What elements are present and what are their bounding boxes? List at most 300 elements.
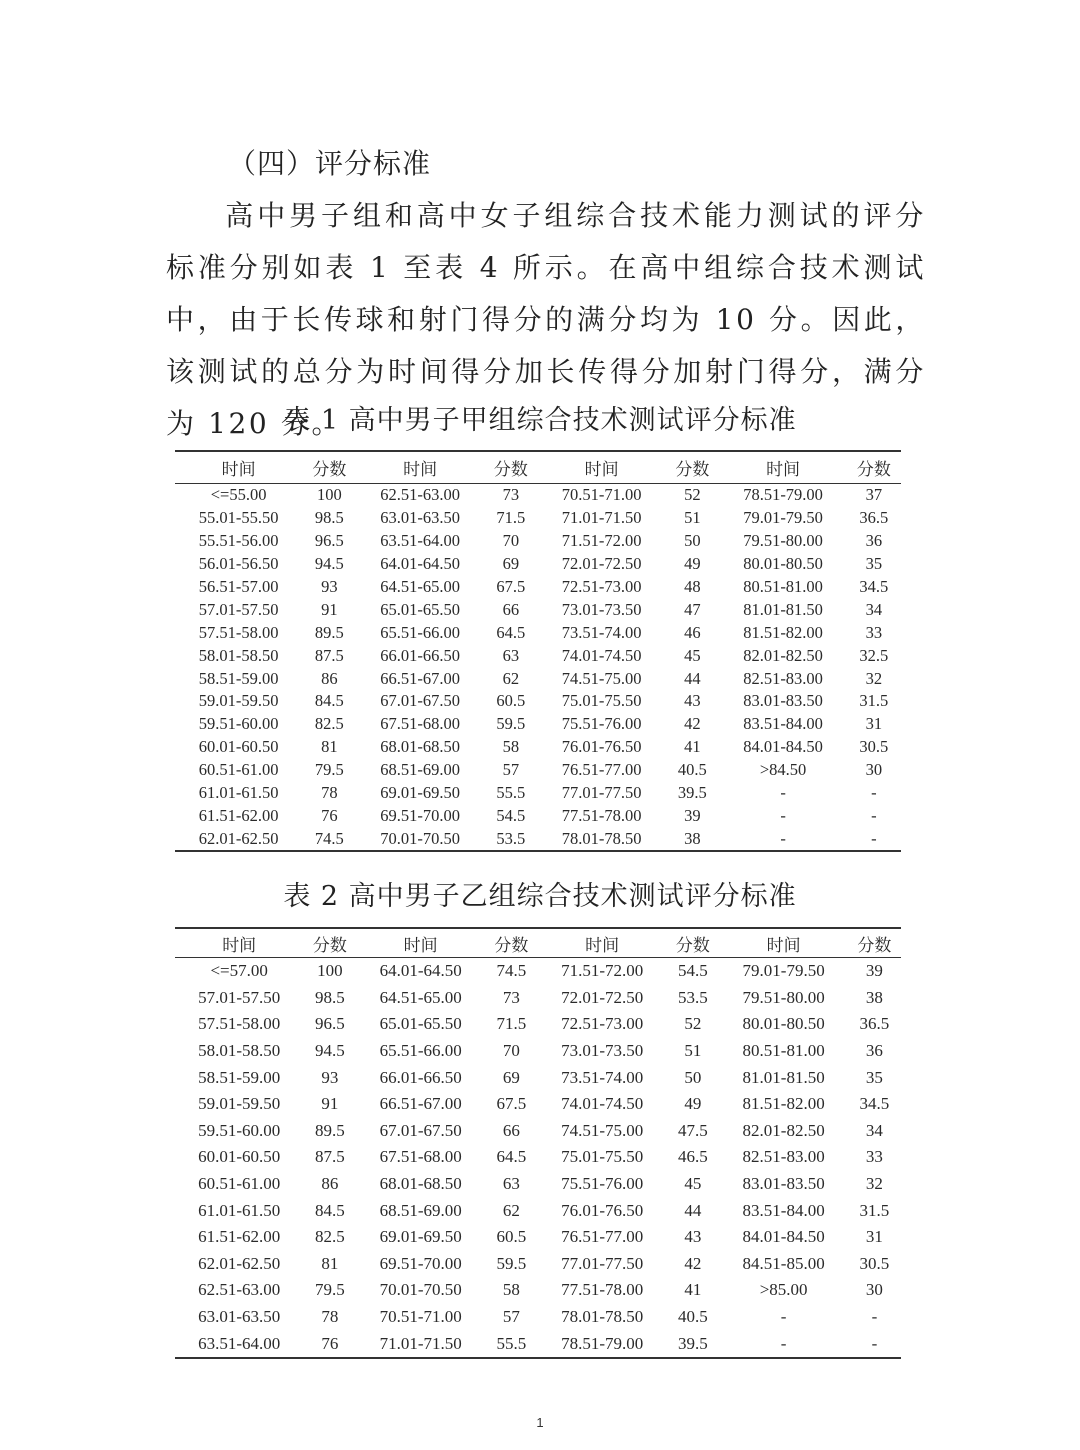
score-cell: 46 bbox=[684, 622, 701, 642]
score-cell: 100 bbox=[316, 485, 342, 505]
table-1 bbox=[175, 450, 901, 852]
score-cell: 44 bbox=[684, 668, 701, 688]
column-header: 时间 bbox=[719, 451, 846, 484]
time-cell: 65.51-66.00 bbox=[380, 622, 460, 642]
time-cell: 73.01-73.50 bbox=[561, 599, 642, 619]
table-1-caption: 表 1 高中男子甲组综合技术测试评分标准 bbox=[283, 405, 797, 436]
time-cell: 60.51-61.00 bbox=[198, 760, 279, 780]
score-cell: 55.5 bbox=[485, 1330, 538, 1358]
score-cell: 42 bbox=[684, 714, 701, 734]
time-cell: 77.51-78.00 bbox=[561, 1280, 644, 1300]
table-row bbox=[175, 1091, 901, 1118]
time-cell: 58.51-59.00 bbox=[198, 668, 279, 688]
time-cell: 82.51-83.00 bbox=[742, 1147, 825, 1167]
table-row bbox=[175, 1144, 901, 1171]
time-cell: 76.51-77.00 bbox=[561, 1227, 644, 1247]
time-cell: 78.51-79.00 bbox=[743, 485, 823, 505]
time-cell: 76.01-76.50 bbox=[561, 737, 642, 757]
score-cell: 89.5 bbox=[314, 622, 344, 642]
time-cell: 71.01-71.50 bbox=[561, 508, 642, 528]
score-cell: 81 bbox=[321, 737, 338, 757]
score-cell: 36 bbox=[865, 1041, 883, 1061]
time-cell: 55.01-55.50 bbox=[198, 508, 279, 528]
score-cell: 71.5 bbox=[496, 508, 526, 528]
time-cell: 69.01-69.50 bbox=[379, 1227, 462, 1247]
time-cell: 71.51-72.00 bbox=[561, 531, 642, 551]
time-cell: 62.51-63.00 bbox=[198, 1280, 281, 1300]
score-cell: 30 bbox=[865, 1280, 883, 1300]
column-header: 分数 bbox=[665, 451, 719, 484]
score-cell: 30 bbox=[865, 760, 883, 780]
score-cell: 42 bbox=[684, 1253, 702, 1273]
score-cell: 96.5 bbox=[314, 531, 344, 551]
time-cell: 74.01-74.50 bbox=[561, 1094, 644, 1114]
table-row bbox=[175, 1064, 901, 1091]
score-cell: 41 bbox=[684, 1280, 702, 1300]
score-cell: 84.5 bbox=[315, 1200, 345, 1220]
time-cell: 59.51-60.00 bbox=[198, 714, 279, 734]
table-row bbox=[175, 553, 901, 576]
time-cell: 77.51-78.00 bbox=[561, 805, 642, 825]
time-cell: 72.01-72.50 bbox=[561, 987, 644, 1007]
score-cell: 53.5 bbox=[484, 827, 538, 851]
score-cell: 79.5 bbox=[314, 760, 344, 780]
score-cell: 40.5 bbox=[677, 760, 707, 780]
table-row bbox=[175, 644, 901, 667]
score-cell: 55.5 bbox=[496, 783, 526, 803]
time-cell: 61.01-61.50 bbox=[198, 1200, 281, 1220]
score-cell: - bbox=[871, 783, 877, 803]
table-body bbox=[175, 484, 901, 852]
time-cell: 65.01-65.50 bbox=[380, 599, 460, 619]
column-header: 时间 bbox=[719, 928, 847, 958]
column-header: 分数 bbox=[485, 928, 538, 958]
score-cell: 36 bbox=[865, 531, 883, 551]
score-cell: 63 bbox=[502, 1174, 520, 1194]
time-cell: - bbox=[719, 1330, 847, 1358]
score-cell: 39 bbox=[684, 805, 701, 825]
score-cell: 39.5 bbox=[677, 783, 707, 803]
time-cell: 65.01-65.50 bbox=[379, 1014, 462, 1034]
time-cell: 73.51-74.00 bbox=[561, 622, 642, 642]
score-cell: 40.5 bbox=[678, 1307, 708, 1327]
time-cell: 71.51-72.00 bbox=[561, 961, 644, 981]
score-cell: 57 bbox=[502, 1307, 520, 1327]
time-cell: 64.51-65.00 bbox=[379, 987, 462, 1007]
time-cell: 81.51-82.00 bbox=[742, 1094, 825, 1114]
time-cell: <=57.00 bbox=[210, 961, 268, 981]
time-cell: 67.01-67.50 bbox=[380, 691, 460, 711]
table-row bbox=[175, 804, 901, 827]
score-cell: 33 bbox=[865, 1147, 883, 1167]
time-cell: 57.51-58.00 bbox=[198, 1014, 281, 1034]
score-cell: 51 bbox=[684, 1041, 702, 1061]
score-cell: 47.5 bbox=[678, 1120, 708, 1140]
table-row bbox=[175, 759, 901, 782]
score-cell: 32 bbox=[865, 668, 883, 688]
score-cell: - bbox=[871, 805, 877, 825]
time-cell: 84.51-85.00 bbox=[742, 1253, 825, 1273]
time-cell: 69.51-70.00 bbox=[380, 805, 460, 825]
time-cell: 62.01-62.50 bbox=[198, 1253, 281, 1273]
score-cell: 81 bbox=[321, 1253, 339, 1273]
time-cell: 67.51-68.00 bbox=[380, 714, 460, 734]
score-cell: 96.5 bbox=[315, 1014, 345, 1034]
time-cell: 75.51-76.00 bbox=[561, 1174, 644, 1194]
time-cell: 63.51-64.00 bbox=[175, 1330, 303, 1358]
column-header: 分数 bbox=[848, 928, 901, 958]
score-cell: 79.5 bbox=[315, 1280, 345, 1300]
score-cell: 93 bbox=[321, 1067, 339, 1087]
table-row bbox=[175, 1011, 901, 1038]
table-row bbox=[175, 1118, 901, 1145]
time-cell: 79.51-80.00 bbox=[742, 987, 825, 1007]
score-cell: 44 bbox=[684, 1200, 702, 1220]
time-cell: 74.51-75.00 bbox=[561, 1120, 644, 1140]
time-cell: 69.51-70.00 bbox=[379, 1253, 462, 1273]
time-cell: 56.01-56.50 bbox=[198, 554, 279, 574]
score-cell: 49 bbox=[684, 554, 701, 574]
score-cell: 32 bbox=[865, 1174, 883, 1194]
time-cell: >85.00 bbox=[759, 1280, 808, 1300]
table-row bbox=[175, 667, 901, 690]
score-cell: 47 bbox=[684, 599, 701, 619]
score-cell: 52 bbox=[684, 485, 701, 505]
score-cell: 48 bbox=[684, 577, 701, 596]
score-cell: 87.5 bbox=[315, 1147, 345, 1167]
time-cell: 81.51-82.00 bbox=[743, 622, 823, 642]
time-cell: 56.51-57.00 bbox=[198, 577, 279, 596]
score-cell: 59.5 bbox=[496, 1253, 527, 1273]
table-row bbox=[175, 530, 901, 553]
time-cell: 83.51-84.00 bbox=[743, 714, 823, 734]
table-row bbox=[175, 484, 901, 507]
score-cell: 67.5 bbox=[496, 577, 526, 596]
time-cell: 61.51-62.00 bbox=[198, 1227, 281, 1247]
time-cell: 78.01-78.50 bbox=[561, 1307, 644, 1327]
column-header: 时间 bbox=[175, 928, 303, 958]
table-row bbox=[175, 576, 901, 599]
table-row bbox=[175, 1197, 901, 1224]
table-row bbox=[175, 598, 901, 621]
score-cell: 45 bbox=[684, 1174, 702, 1194]
time-cell: 82.01-82.50 bbox=[742, 1120, 825, 1140]
time-cell: 74.01-74.50 bbox=[561, 645, 642, 665]
table-row bbox=[175, 1171, 901, 1198]
score-cell: 64.5 bbox=[496, 622, 526, 642]
score-cell: 86 bbox=[321, 668, 338, 688]
time-cell: 63.01-63.50 bbox=[198, 1307, 281, 1327]
time-cell: 69.01-69.50 bbox=[380, 783, 460, 803]
time-cell: - bbox=[719, 827, 846, 851]
time-cell: 59.51-60.00 bbox=[198, 1120, 281, 1140]
score-cell: 91 bbox=[321, 599, 338, 619]
time-cell: 77.01-77.50 bbox=[561, 783, 642, 803]
column-header: 时间 bbox=[356, 928, 484, 958]
score-cell: 87.5 bbox=[314, 645, 344, 665]
score-cell: 34 bbox=[865, 599, 883, 619]
time-cell: 83.01-83.50 bbox=[742, 1174, 825, 1194]
table-row bbox=[175, 713, 901, 736]
score-cell: 62 bbox=[502, 1200, 520, 1220]
score-cell: 91 bbox=[321, 1094, 339, 1114]
table-body bbox=[175, 958, 901, 1358]
score-cell: 66 bbox=[502, 1120, 520, 1140]
score-cell: 39 bbox=[865, 961, 883, 981]
table-row bbox=[175, 782, 901, 805]
time-cell: 80.51-81.00 bbox=[743, 577, 823, 596]
score-cell: 66 bbox=[502, 599, 520, 619]
score-cell: 36.5 bbox=[859, 1014, 890, 1034]
column-header: 时间 bbox=[356, 451, 483, 484]
score-cell: 31 bbox=[865, 714, 883, 734]
time-cell: 67.01-67.50 bbox=[379, 1120, 462, 1140]
score-cell: 74.5 bbox=[496, 961, 527, 981]
time-cell: 64.01-64.50 bbox=[379, 961, 462, 981]
score-cell: 98.5 bbox=[314, 508, 344, 528]
score-cell: - bbox=[871, 1307, 878, 1327]
score-cell: 32.5 bbox=[859, 645, 889, 665]
score-cell: 64.5 bbox=[496, 1147, 527, 1167]
score-cell: 45 bbox=[684, 645, 701, 665]
time-cell: 68.51-69.00 bbox=[380, 760, 460, 780]
time-cell: >84.50 bbox=[759, 760, 807, 780]
time-cell: 71.01-71.50 bbox=[356, 1330, 484, 1358]
time-cell: 58.51-59.00 bbox=[198, 1067, 281, 1087]
column-header: 分数 bbox=[666, 928, 719, 958]
time-cell: 64.51-65.00 bbox=[380, 577, 460, 596]
time-cell: 84.01-84.50 bbox=[743, 737, 823, 757]
score-cell: 70 bbox=[502, 531, 520, 551]
score-cell: 78 bbox=[321, 783, 338, 803]
time-cell: 68.01-68.50 bbox=[380, 737, 460, 757]
time-cell: 80.51-81.00 bbox=[742, 1041, 825, 1061]
table-row bbox=[175, 690, 901, 713]
column-header: 时间 bbox=[538, 451, 665, 484]
score-cell: 62 bbox=[502, 668, 520, 688]
time-cell: 75.01-75.50 bbox=[561, 691, 642, 711]
time-cell: 79.01-79.50 bbox=[743, 508, 823, 528]
time-cell: 74.51-75.00 bbox=[561, 668, 642, 688]
score-cell: 50 bbox=[684, 531, 701, 551]
score-cell: - bbox=[847, 827, 901, 851]
score-cell: 59.5 bbox=[496, 714, 526, 734]
score-cell: 31.5 bbox=[859, 691, 889, 711]
time-cell: 59.01-59.50 bbox=[198, 691, 279, 711]
score-cell: 36.5 bbox=[859, 508, 889, 528]
time-cell: 79.51-80.00 bbox=[743, 531, 823, 551]
time-cell: 62.51-63.00 bbox=[380, 485, 460, 505]
table-row bbox=[175, 736, 901, 759]
table-row bbox=[175, 1251, 901, 1278]
score-cell: 51 bbox=[684, 508, 701, 528]
time-cell: - bbox=[780, 1307, 787, 1327]
time-cell: 78.01-78.50 bbox=[538, 827, 665, 851]
time-cell: 58.01-58.50 bbox=[198, 645, 279, 665]
score-cell: 57 bbox=[502, 760, 520, 780]
time-cell: 80.01-80.50 bbox=[742, 1014, 825, 1034]
score-cell: 30.5 bbox=[859, 737, 889, 757]
score-cell: 82.5 bbox=[314, 714, 344, 734]
score-cell: 60.5 bbox=[496, 691, 526, 711]
score-cell: 58 bbox=[502, 737, 520, 757]
time-cell: 76.51-77.00 bbox=[561, 760, 642, 780]
time-cell: 63.01-63.50 bbox=[380, 508, 460, 528]
table-2-caption: 表 2 高中男子乙组综合技术测试评分标准 bbox=[283, 881, 797, 912]
score-cell: 67.5 bbox=[496, 1094, 527, 1114]
time-cell: <=55.00 bbox=[210, 485, 267, 505]
column-header: 分数 bbox=[303, 928, 356, 958]
table-row bbox=[175, 507, 901, 530]
table-2 bbox=[175, 927, 901, 1359]
score-cell: 50 bbox=[684, 1067, 702, 1087]
time-cell: 66.51-67.00 bbox=[380, 668, 460, 688]
table-header-row bbox=[175, 451, 901, 484]
score-cell: 70 bbox=[502, 1041, 520, 1061]
score-cell: 89.5 bbox=[315, 1120, 345, 1140]
time-cell: 70.51-71.00 bbox=[379, 1307, 462, 1327]
time-cell: 76.01-76.50 bbox=[561, 1200, 644, 1220]
table-row bbox=[175, 1224, 901, 1251]
score-cell: 73 bbox=[502, 485, 520, 505]
score-cell: 37 bbox=[865, 485, 883, 505]
time-cell: 73.51-74.00 bbox=[561, 1067, 644, 1087]
time-cell: 73.01-73.50 bbox=[561, 1041, 644, 1061]
time-cell: 84.01-84.50 bbox=[742, 1227, 825, 1247]
score-cell: 93 bbox=[321, 577, 338, 596]
time-cell: 55.51-56.00 bbox=[198, 531, 279, 551]
table-row bbox=[175, 1304, 901, 1331]
time-cell: 79.01-79.50 bbox=[742, 961, 825, 981]
time-cell: 61.01-61.50 bbox=[198, 783, 279, 803]
time-cell: 62.01-62.50 bbox=[175, 827, 302, 851]
score-cell: 82.5 bbox=[315, 1227, 345, 1247]
score-cell: 39.5 bbox=[666, 1330, 719, 1358]
score-cell: 34.5 bbox=[859, 577, 889, 596]
score-cell: 43 bbox=[684, 691, 701, 711]
time-cell: 66.51-67.00 bbox=[379, 1094, 462, 1114]
time-cell: 60.51-61.00 bbox=[198, 1174, 281, 1194]
time-cell: 75.01-75.50 bbox=[561, 1147, 644, 1167]
column-header: 分数 bbox=[302, 451, 356, 484]
score-cell: 60.5 bbox=[496, 1227, 527, 1247]
time-cell: 82.01-82.50 bbox=[743, 645, 823, 665]
time-cell: 63.51-64.00 bbox=[380, 531, 460, 551]
score-cell: 76 bbox=[303, 1330, 356, 1358]
score-cell: 84.5 bbox=[314, 691, 344, 711]
score-cell: 41 bbox=[684, 737, 701, 757]
table-row bbox=[175, 958, 901, 985]
time-cell: 77.01-77.50 bbox=[561, 1253, 644, 1273]
section-heading: （四）评分标准 bbox=[228, 147, 432, 180]
score-cell: 76 bbox=[321, 805, 338, 825]
score-cell: 71.5 bbox=[496, 1014, 527, 1034]
score-cell: 46.5 bbox=[678, 1147, 708, 1167]
time-cell: 66.01-66.50 bbox=[380, 645, 460, 665]
time-cell: 78.51-79.00 bbox=[538, 1330, 666, 1358]
score-cell: 31 bbox=[865, 1227, 883, 1247]
time-cell: 70.01-70.50 bbox=[379, 1280, 462, 1300]
score-cell: 34.5 bbox=[859, 1094, 890, 1114]
table-row bbox=[175, 985, 901, 1012]
score-cell: 34 bbox=[865, 1120, 883, 1140]
score-cell: 69 bbox=[502, 554, 520, 574]
score-cell: 30.5 bbox=[859, 1253, 890, 1273]
table-row bbox=[175, 1330, 901, 1358]
time-cell: 57.01-57.50 bbox=[198, 599, 279, 619]
score-cell: 53.5 bbox=[678, 987, 708, 1007]
score-cell: 100 bbox=[317, 961, 343, 981]
time-cell: 60.01-60.50 bbox=[198, 737, 279, 757]
time-cell: 67.51-68.00 bbox=[379, 1147, 462, 1167]
time-cell: 81.01-81.50 bbox=[742, 1067, 825, 1087]
score-cell: 69 bbox=[502, 1067, 520, 1087]
time-cell: 66.01-66.50 bbox=[379, 1067, 462, 1087]
time-cell: 60.01-60.50 bbox=[198, 1147, 281, 1167]
time-cell: 68.51-69.00 bbox=[379, 1200, 462, 1220]
score-cell: 98.5 bbox=[315, 987, 345, 1007]
score-cell: 43 bbox=[684, 1227, 702, 1247]
column-header: 分数 bbox=[847, 451, 901, 484]
score-cell: 54.5 bbox=[496, 805, 526, 825]
score-cell: 38 bbox=[865, 987, 883, 1007]
table-row bbox=[175, 1277, 901, 1304]
time-cell: 72.51-73.00 bbox=[561, 1014, 644, 1034]
score-cell: 94.5 bbox=[314, 554, 344, 574]
score-cell: 35 bbox=[865, 554, 883, 574]
score-cell: 86 bbox=[321, 1174, 339, 1194]
time-cell: 58.01-58.50 bbox=[198, 1041, 281, 1061]
time-cell: 83.51-84.00 bbox=[742, 1200, 825, 1220]
time-cell: - bbox=[780, 805, 786, 825]
table-row bbox=[175, 1038, 901, 1065]
score-cell: 38 bbox=[665, 827, 719, 851]
time-cell: 64.01-64.50 bbox=[380, 554, 460, 574]
time-cell: 72.01-72.50 bbox=[561, 554, 642, 574]
time-cell: 59.01-59.50 bbox=[198, 1094, 281, 1114]
score-cell: 73 bbox=[502, 987, 520, 1007]
page-number: 1 bbox=[536, 1415, 544, 1430]
column-header: 分数 bbox=[484, 451, 538, 484]
time-cell: 80.01-80.50 bbox=[743, 554, 823, 574]
score-cell: 54.5 bbox=[678, 961, 708, 981]
time-cell: 70.51-71.00 bbox=[561, 485, 642, 505]
score-cell: 35 bbox=[865, 1067, 883, 1087]
column-header: 时间 bbox=[538, 928, 666, 958]
score-cell: 74.5 bbox=[302, 827, 356, 851]
time-cell: 75.51-76.00 bbox=[561, 714, 642, 734]
score-cell: 52 bbox=[684, 1014, 702, 1034]
score-cell: 63 bbox=[502, 645, 520, 665]
time-cell: 81.01-81.50 bbox=[743, 599, 823, 619]
time-cell: 70.01-70.50 bbox=[356, 827, 483, 851]
score-cell: 31.5 bbox=[859, 1200, 890, 1220]
time-cell: - bbox=[780, 783, 786, 803]
score-cell: 33 bbox=[865, 622, 883, 642]
score-cell: 78 bbox=[321, 1307, 339, 1327]
column-header: 时间 bbox=[175, 451, 302, 484]
table-row bbox=[175, 827, 901, 851]
time-cell: 68.01-68.50 bbox=[379, 1174, 462, 1194]
score-cell: - bbox=[848, 1330, 901, 1358]
time-cell: 65.51-66.00 bbox=[379, 1041, 462, 1061]
time-cell: 57.51-58.00 bbox=[198, 622, 279, 642]
table-row bbox=[175, 621, 901, 644]
score-cell: 49 bbox=[684, 1094, 702, 1114]
score-cell: 58 bbox=[502, 1280, 520, 1300]
paragraph-text: 高中男子组和高中女子组综合技术能力测试的评分标准分别如表 1 至表 4 所示。在高中组综合技术测试中，由于长传球和射门得分的满分均为 10 分。因此，该测试的总分为时间得分加长传得分加射门得分，满分为 120 分。 bbox=[166, 199, 926, 440]
time-cell: 72.51-73.00 bbox=[561, 577, 642, 596]
